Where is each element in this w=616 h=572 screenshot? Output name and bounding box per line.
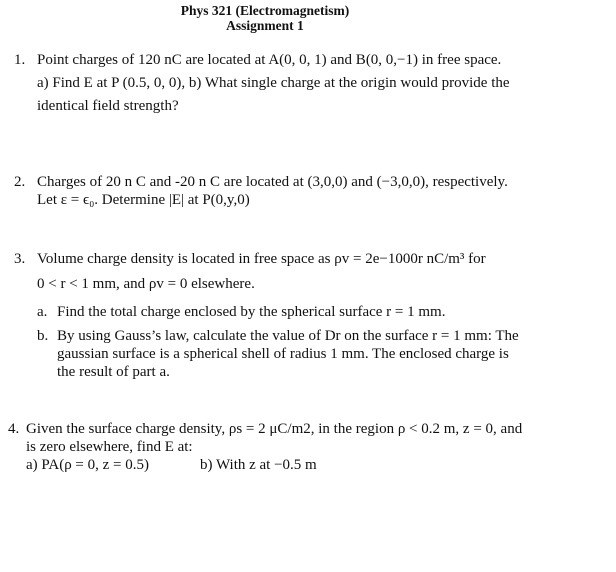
- problem-3b-line-2: gaussian surface is a spherical shell of radius 1 mm. The enclosed charge is: [57, 346, 509, 362]
- problem-1-line-2: a) Find E at P (0.5, 0, 0), b) What single charge at the origin would provide the: [37, 75, 510, 91]
- problem-4-part-b: b) With z at −0.5 m: [200, 457, 317, 473]
- problem-4-line-2: is zero elsewhere, find E at:: [26, 439, 193, 455]
- problem-3-number: 3.: [14, 251, 26, 267]
- problem-2-line-1: Charges of 20 n C and -20 n C are located at (3,0,0) and (−3,0,0), respectively.: [37, 174, 508, 190]
- problem-4-number: 4.: [8, 421, 20, 437]
- problem-3b-line-1: By using Gauss’s law, calculate the value of Dr on the surface r = 1 mm: The: [57, 328, 519, 344]
- problem-2-line-2: Let ε = ϵ₀. Determine |E| at P(0,y,0): [37, 192, 250, 208]
- problem-4-line-1: Given the surface charge density, ρs = 2 μC/m2, in the region ρ < 0.2 m, z = 0, and: [26, 421, 523, 437]
- assignment-title: Assignment 1: [226, 18, 304, 33]
- problem-4-part-a: a) PA(ρ = 0, z = 0.5): [26, 457, 150, 473]
- course-title: Phys 321 (Electromagnetism): [180, 3, 350, 18]
- problem-3b-line-3: the result of part a.: [57, 364, 170, 380]
- problem-1-line-1: Point charges of 120 nC are located at A(0, 0, 1) and B(0, 0,−1) in free space.: [37, 52, 502, 68]
- problem-3a-line-1: Find the total charge enclosed by the spherical surface r = 1 mm.: [57, 304, 446, 320]
- problem-3b-label: b.: [37, 328, 49, 344]
- problem-3-line-1: Volume charge density is located in free space as ρv = 2e−1000r nC/m³ for: [37, 251, 486, 267]
- problem-3-line-2: 0 < r < 1 mm, and ρv = 0 elsewhere.: [37, 276, 255, 292]
- problem-1-line-3: identical field strength?: [37, 98, 179, 114]
- problem-3a-label: a.: [37, 304, 48, 320]
- problem-1-number: 1.: [14, 52, 26, 68]
- problem-2-number: 2.: [14, 174, 26, 190]
